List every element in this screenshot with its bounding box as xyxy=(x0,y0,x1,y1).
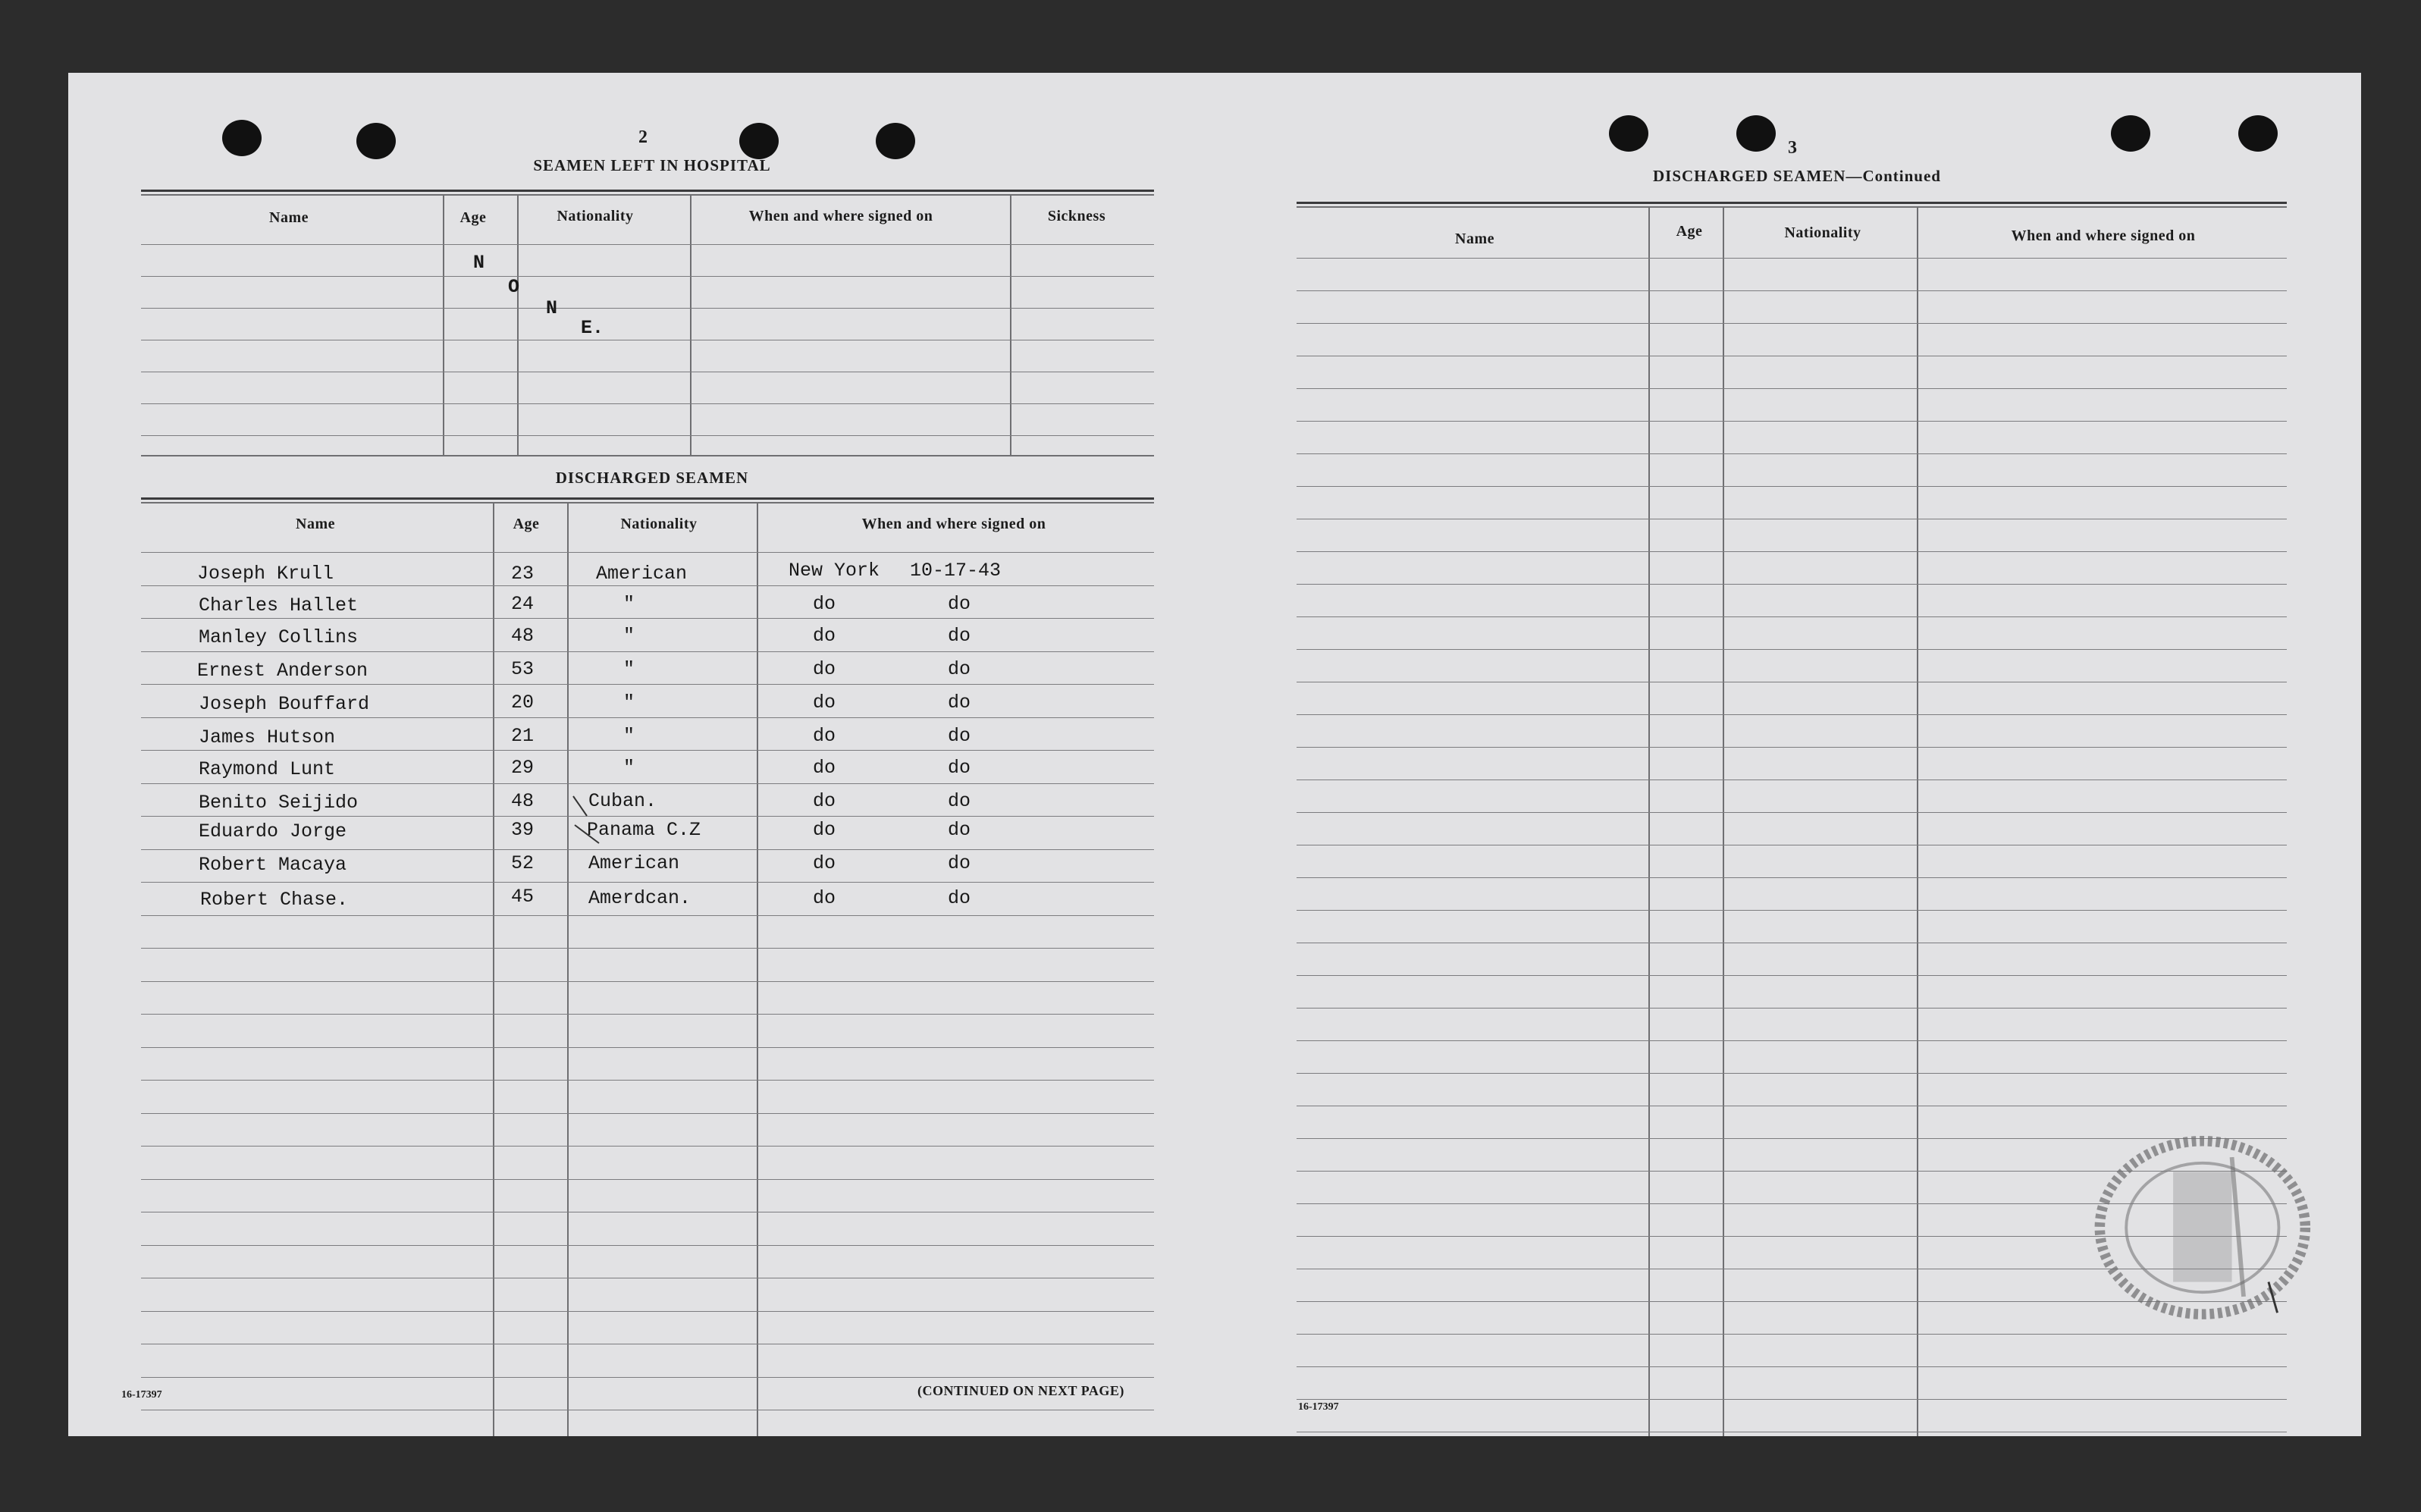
punch-hole xyxy=(222,120,262,156)
seaman-nationality: Panama C.Z xyxy=(587,819,701,841)
ruled-line xyxy=(141,849,1154,850)
continued-header-age: Age xyxy=(1676,223,1703,240)
ruled-line xyxy=(141,915,1154,916)
page-number: 3 xyxy=(1788,138,1797,158)
continued-note: (CONTINUED ON NEXT PAGE) xyxy=(917,1383,1124,1398)
ruled-line xyxy=(141,618,1154,619)
ruled-line xyxy=(1297,1040,2287,1041)
ruled-line xyxy=(1297,877,2287,878)
ruled-line xyxy=(1297,1073,2287,1074)
none-letter: E. xyxy=(581,317,604,339)
hospital-table-top-rule xyxy=(141,190,1154,192)
ruled-line xyxy=(141,1047,1154,1048)
ruled-line xyxy=(141,981,1154,982)
discharged-col-divider xyxy=(757,502,758,1436)
seaman-signed-place: do xyxy=(813,658,836,680)
seaman-signed-place: do xyxy=(813,757,836,779)
seaman-nationality: Amerdcan. xyxy=(588,887,691,909)
discharged-header-age: Age xyxy=(513,516,540,532)
discharged-header-signed-on: When and where signed on xyxy=(861,516,1046,532)
ruled-line xyxy=(141,585,1154,586)
seaman-signed-date: do xyxy=(948,725,971,747)
seaman-signed-date: do xyxy=(948,658,971,680)
discharged-section-title: DISCHARGED SEAMEN xyxy=(555,469,749,487)
hospital-col-divider xyxy=(443,194,444,455)
ruled-line xyxy=(1297,551,2287,552)
ruled-line xyxy=(141,276,1154,277)
seaman-signed-place: do xyxy=(813,692,836,714)
form-number: 16-17397 xyxy=(121,1389,162,1401)
hospital-table-bottom-rule xyxy=(141,455,1154,456)
seaman-name: James Hutson xyxy=(199,726,336,748)
continued-header-nationality: Nationality xyxy=(1784,224,1861,241)
seaman-signed-date: 10-17-43 xyxy=(910,560,1002,582)
ruled-line xyxy=(141,717,1154,718)
ruled-line xyxy=(141,1080,1154,1081)
ruled-line xyxy=(1297,910,2287,911)
ruled-line xyxy=(1297,290,2287,291)
seaman-nationality: " xyxy=(623,625,635,647)
seaman-signed-place: New York xyxy=(789,560,880,582)
ruled-line xyxy=(141,750,1154,751)
ruled-line xyxy=(141,1245,1154,1246)
seaman-name: Joseph Bouffard xyxy=(199,693,370,715)
hospital-header-sickness: Sickness xyxy=(1047,208,1106,224)
seaman-signed-date: do xyxy=(948,852,971,874)
hospital-header-nationality: Nationality xyxy=(557,208,634,224)
continued-table-top-rule xyxy=(1297,202,2287,204)
seaman-signed-place: do xyxy=(813,725,836,747)
ruled-line xyxy=(1297,714,2287,715)
punch-hole xyxy=(876,123,915,159)
hospital-section-title: SEAMEN LEFT IN HOSPITAL xyxy=(533,156,771,174)
seaman-signed-place: do xyxy=(813,852,836,874)
punch-hole xyxy=(2111,115,2150,152)
ruled-line xyxy=(1297,388,2287,389)
ruled-line xyxy=(1297,747,2287,748)
seaman-age: 24 xyxy=(511,593,535,615)
ruled-line xyxy=(1297,616,2287,617)
ruled-line xyxy=(1297,584,2287,585)
seaman-signed-place: do xyxy=(813,887,836,909)
ruled-line xyxy=(141,783,1154,784)
page-number: 2 xyxy=(638,127,648,147)
seaman-signed-date: do xyxy=(948,625,971,647)
seaman-signed-date: do xyxy=(948,887,971,909)
seaman-signed-date: do xyxy=(948,692,971,714)
ruled-line xyxy=(141,816,1154,817)
discharged-header-name: Name xyxy=(296,516,335,532)
discharged-table-top-rule xyxy=(141,497,1154,500)
ruled-line xyxy=(1297,421,2287,422)
discharged-col-divider xyxy=(567,502,569,1436)
ruled-line xyxy=(141,1113,1154,1114)
seaman-signed-date: do xyxy=(948,593,971,615)
seaman-name: Benito Seijido xyxy=(199,792,359,814)
none-letter: O xyxy=(508,276,520,298)
seaman-signed-place: do xyxy=(813,625,836,647)
seaman-nationality: " xyxy=(623,725,635,747)
punch-hole xyxy=(356,123,396,159)
none-letter: N xyxy=(473,252,485,274)
punch-hole xyxy=(1609,115,1648,152)
form-number: 16-17397 xyxy=(1298,1401,1339,1413)
ruled-line xyxy=(1297,1399,2287,1400)
continued-col-divider xyxy=(1917,206,1918,1436)
seaman-nationality: American xyxy=(588,852,680,874)
seaman-name: Ernest Anderson xyxy=(197,660,368,682)
continued-col-divider xyxy=(1648,206,1650,1436)
hospital-col-divider xyxy=(1010,194,1011,455)
ruled-line xyxy=(141,435,1154,436)
seaman-nationality: Cuban. xyxy=(588,790,657,812)
handwritten-tick-marks xyxy=(569,793,614,861)
punch-hole xyxy=(739,123,779,159)
seaman-age: 29 xyxy=(511,757,535,779)
hospital-header-name: Name xyxy=(269,209,309,226)
seaman-signed-date: do xyxy=(948,757,971,779)
seaman-age: 53 xyxy=(511,658,535,680)
ruled-line xyxy=(141,882,1154,883)
continued-table-top-rule-2 xyxy=(1297,206,2287,208)
seaman-age: 52 xyxy=(511,852,535,874)
seaman-age: 23 xyxy=(511,563,535,585)
seaman-signed-place: do xyxy=(813,790,836,812)
ruled-line xyxy=(141,1179,1154,1180)
ruled-line xyxy=(141,684,1154,685)
ruled-line xyxy=(1297,1334,2287,1335)
seaman-age: 48 xyxy=(511,625,535,647)
ruled-line xyxy=(141,1311,1154,1312)
seaman-name: Eduardo Jorge xyxy=(199,820,347,842)
seaman-nationality: " xyxy=(623,593,635,615)
ink-stamp-seal xyxy=(2085,1121,2313,1333)
ruled-line xyxy=(1297,486,2287,487)
left-page xyxy=(68,73,1236,1436)
seaman-age: 39 xyxy=(511,819,535,841)
ruled-line xyxy=(1297,1366,2287,1367)
hospital-header-age: Age xyxy=(459,209,487,226)
ruled-line xyxy=(141,948,1154,949)
seaman-age: 45 xyxy=(511,886,535,908)
discharged-table-top-rule-2 xyxy=(141,502,1154,503)
hospital-table-top-rule-2 xyxy=(141,194,1154,196)
ruled-line xyxy=(1297,1008,2287,1009)
punch-hole xyxy=(2238,115,2278,152)
continued-header-signed-on: When and where signed on xyxy=(2011,227,2196,244)
ruled-line xyxy=(1297,323,2287,324)
ruled-line xyxy=(1297,812,2287,813)
seaman-signed-date: do xyxy=(948,790,971,812)
hospital-header-signed-on: When and where signed on xyxy=(748,208,933,224)
seaman-nationality: " xyxy=(623,692,635,714)
ruled-line xyxy=(141,1146,1154,1147)
seaman-nationality: " xyxy=(623,658,635,680)
ruled-line xyxy=(1297,258,2287,259)
ruled-line xyxy=(141,244,1154,245)
seaman-nationality: " xyxy=(623,757,635,779)
none-letter: N xyxy=(546,297,558,319)
seaman-name: Robert Macaya xyxy=(199,854,347,876)
seaman-nationality: American xyxy=(596,563,688,585)
ruled-line xyxy=(1297,453,2287,454)
ruled-line xyxy=(1297,649,2287,650)
continued-section-title: DISCHARGED SEAMEN—Continued xyxy=(1653,167,1941,185)
ruled-line xyxy=(141,403,1154,404)
ruled-line xyxy=(141,1377,1154,1378)
seaman-signed-place: do xyxy=(813,593,836,615)
seaman-name: Joseph Krull xyxy=(197,563,334,585)
seaman-name: Manley Collins xyxy=(199,626,359,648)
ruled-line xyxy=(141,308,1154,309)
seaman-age: 21 xyxy=(511,725,535,747)
punch-hole xyxy=(1736,115,1776,152)
discharged-col-divider xyxy=(493,502,494,1436)
seaman-signed-place: do xyxy=(813,819,836,841)
seaman-age: 20 xyxy=(511,692,535,714)
seaman-age: 48 xyxy=(511,790,535,812)
continued-col-divider xyxy=(1723,206,1724,1436)
seaman-name: Charles Hallet xyxy=(199,594,359,616)
discharged-header-nationality: Nationality xyxy=(620,516,698,532)
ruled-line xyxy=(1297,975,2287,976)
seaman-name: Robert Chase. xyxy=(200,889,349,911)
hospital-col-divider xyxy=(517,194,519,455)
ruled-line xyxy=(141,1014,1154,1015)
continued-header-name: Name xyxy=(1455,231,1494,247)
seaman-signed-date: do xyxy=(948,819,971,841)
seaman-name: Raymond Lunt xyxy=(199,758,336,780)
hospital-col-divider xyxy=(690,194,691,455)
ruled-line xyxy=(141,651,1154,652)
ruled-line xyxy=(141,552,1154,553)
